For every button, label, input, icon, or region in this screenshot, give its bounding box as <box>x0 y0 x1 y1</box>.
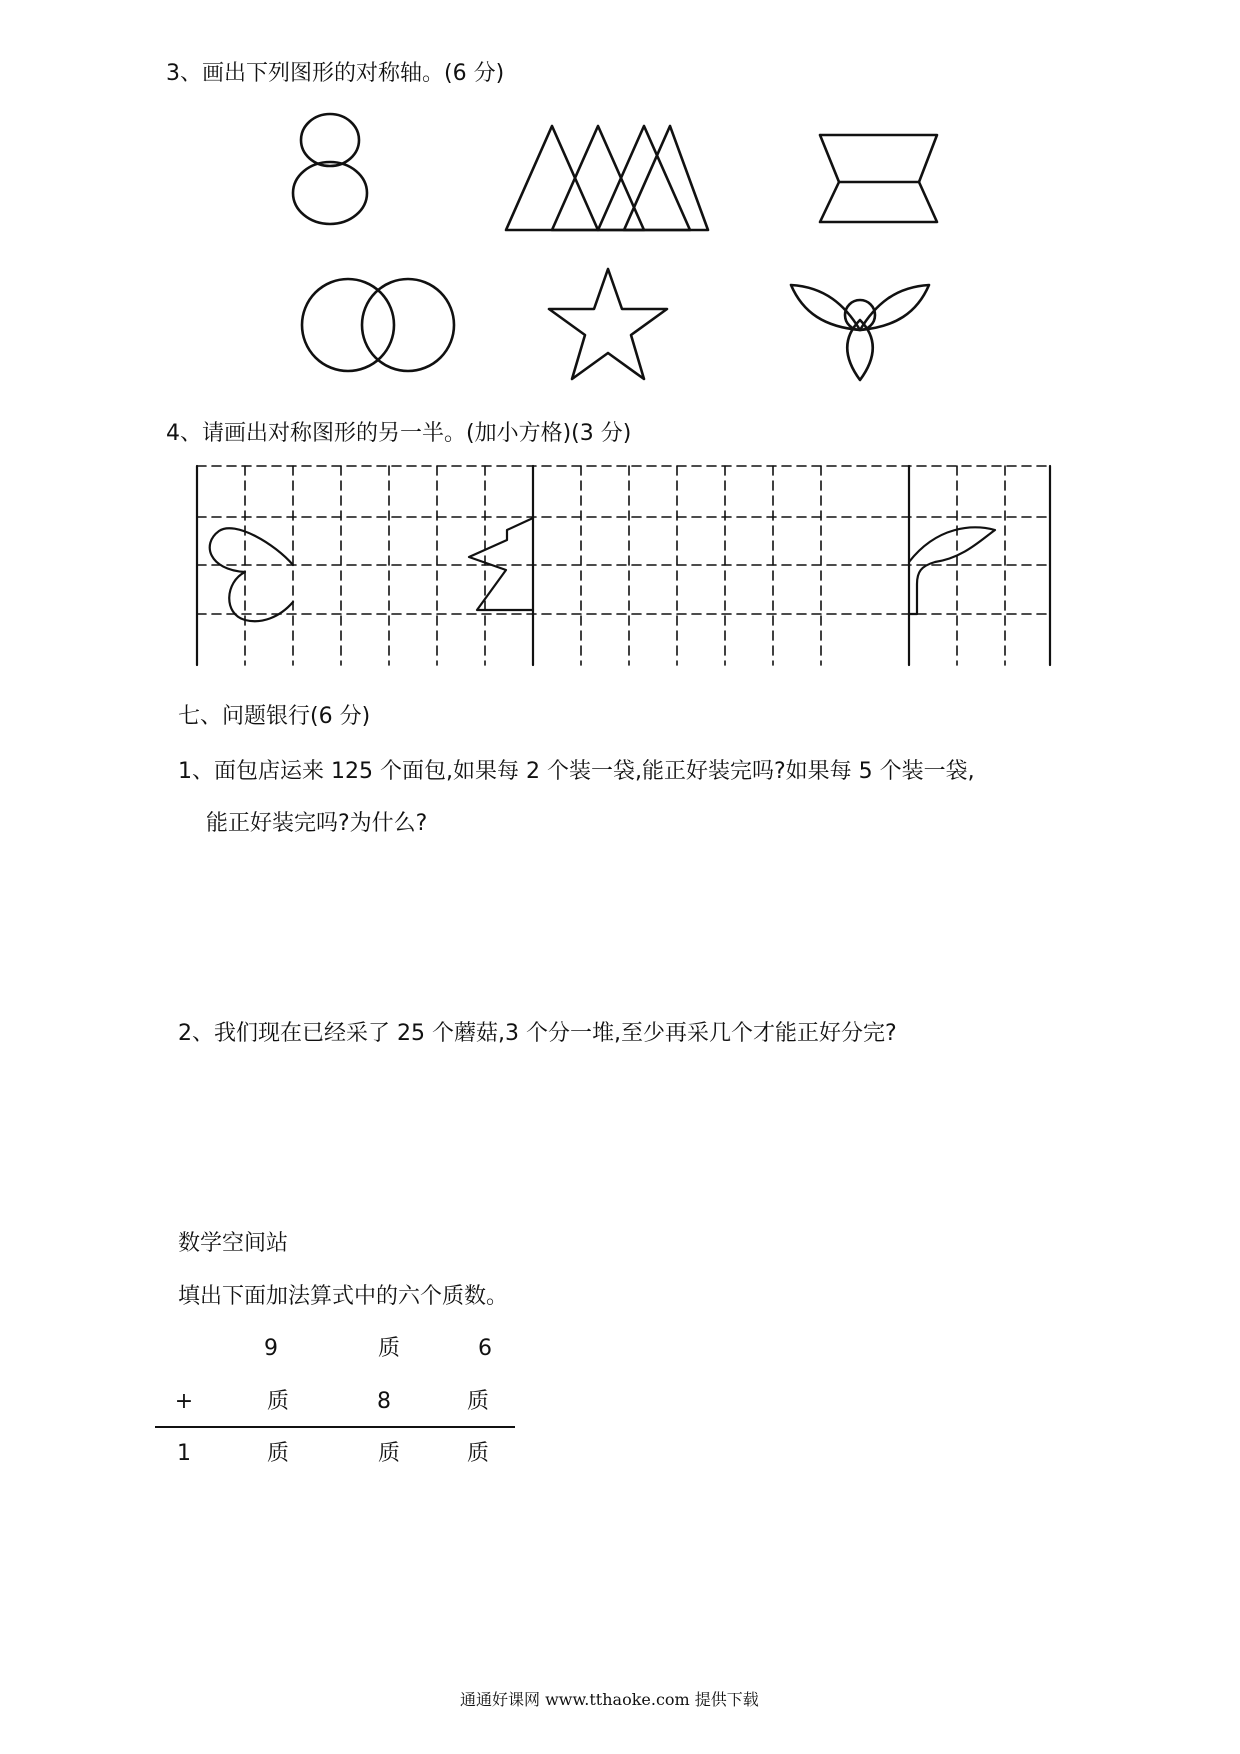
problem1-line1: 1、面包店运来 125 个面包,如果每 2 个装一袋,能正好装完吗?如果每 5 个装一袋, <box>178 759 975 784</box>
section7-title: 七、问题银行(6 分) <box>178 704 371 729</box>
symmetry-grid <box>195 460 1055 670</box>
row1-digit: 质 <box>377 1336 400 1361</box>
sum-digit: 质 <box>377 1441 400 1466</box>
sum-digit: 质 <box>466 1441 489 1466</box>
row2-digit: 质 <box>466 1389 489 1414</box>
row2-digit: 8 <box>377 1389 391 1414</box>
overlapping-circles-shape <box>300 275 460 375</box>
sum-line <box>155 1426 515 1428</box>
row2-digit: 质 <box>266 1389 289 1414</box>
footer-credit: 通通好课网 www.tthaoke.com 提供下载 <box>460 1690 759 1709</box>
q3-title: 3、画出下列图形的对称轴。(6 分) <box>166 61 505 86</box>
sum-digit: 质 <box>266 1441 289 1466</box>
space-station-title: 数学空间站 <box>178 1231 289 1256</box>
three-petal-shape <box>785 275 935 385</box>
hourglass-shape <box>815 130 945 230</box>
sum-digit: 1 <box>177 1441 191 1466</box>
q4-title: 4、请画出对称图形的另一半。(加小方格)(3 分) <box>166 421 632 446</box>
row1-digit: 9 <box>264 1336 278 1361</box>
half-leaf <box>909 527 995 614</box>
figure-eight-shape <box>280 110 380 230</box>
space-station-instruction: 填出下面加法算式中的六个质数。 <box>178 1284 509 1309</box>
plus-sign: + <box>174 1389 194 1414</box>
half-heart-butterfly <box>210 528 293 621</box>
row1-digit: 6 <box>478 1336 492 1361</box>
problem1-line2: 能正好装完吗?为什么? <box>206 811 428 836</box>
triangles-shape <box>500 120 720 235</box>
half-zigzag <box>469 518 533 610</box>
grid-horizontal-lines <box>197 466 1050 614</box>
problem2: 2、我们现在已经采了 25 个蘑菇,3 个分一堆,至少再采几个才能正好分完? <box>178 1021 897 1046</box>
star-shape <box>545 265 675 385</box>
